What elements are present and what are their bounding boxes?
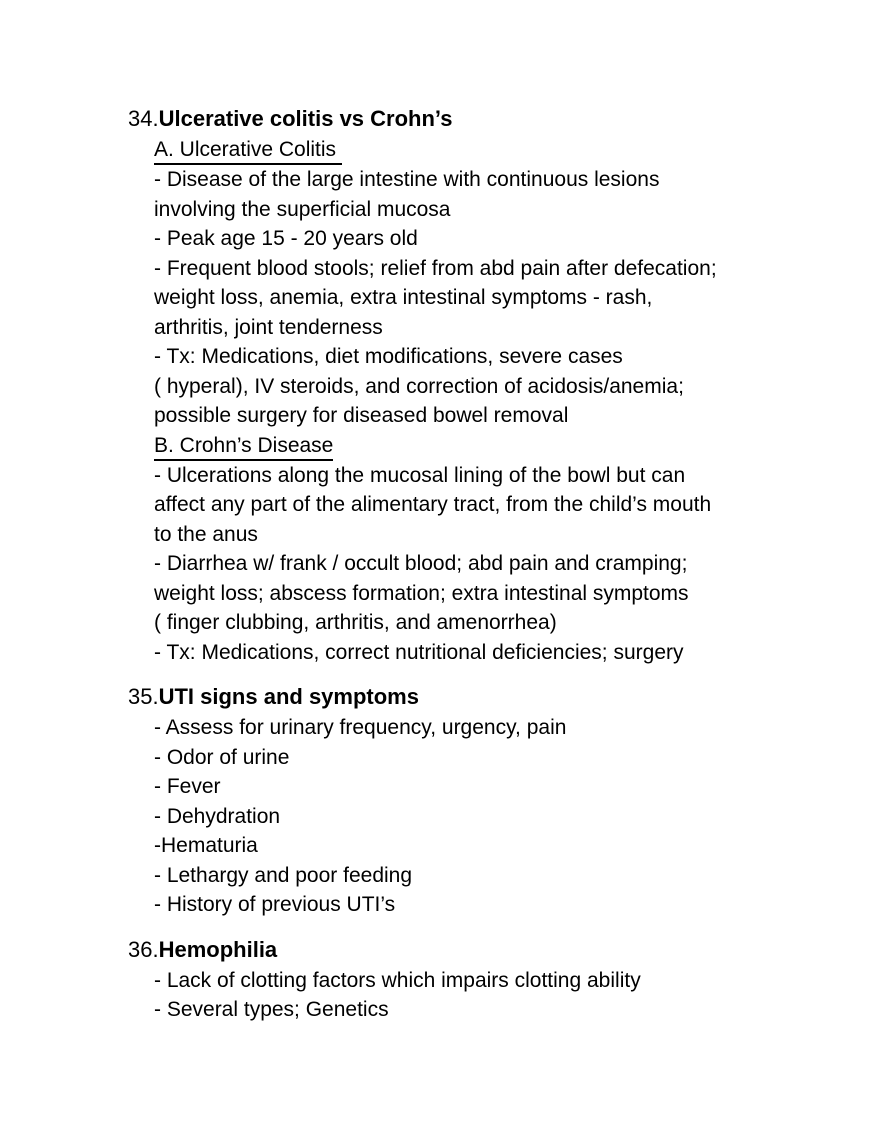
note-line: - Odor of urine	[154, 745, 290, 769]
note-line: - History of previous UTI’s	[154, 893, 396, 916]
item-title: Hemophilia	[158, 936, 278, 962]
subheading-underlined: B. Crohn’s Disease	[154, 431, 810, 461]
note-line: - Tx: Medications, correct nutritional deficiencies; surgery	[154, 640, 684, 664]
note-line: to the anus	[154, 522, 258, 546]
note-line: weight loss; abscess formation; extra intestinal symptoms	[154, 581, 689, 605]
item-heading	[128, 103, 810, 135]
note-line: ( finger clubbing, arthritis, and amenorrhea)	[154, 611, 557, 634]
note-line: - Assess for urinary frequency, urgency, pain	[154, 716, 567, 739]
note-line: - Diarrhea w/ frank / occult blood; abd pain and cramping;	[154, 552, 688, 575]
note-line: -Hematuria	[154, 834, 258, 857]
note-line: ( hyperal), IV steroids, and correction of acidosis/anemia;	[154, 374, 684, 398]
note-line: - Several types; Genetics	[154, 998, 389, 1021]
note-item-36	[128, 934, 810, 1025]
note-line: weight loss, anemia, extra intestinal symptoms - rash,	[154, 286, 653, 309]
note-line: - Ulcerations along the mucosal lining of the bowl but can	[154, 463, 686, 487]
item-heading	[128, 934, 810, 966]
item-number: 34.	[128, 106, 159, 131]
item-body	[128, 713, 810, 920]
item-number: 36.	[128, 936, 159, 962]
item-title: UTI signs and symptoms	[158, 684, 419, 709]
note-line: - Lack of clotting factors which impairs clotting ability	[154, 968, 641, 992]
note-item-34	[128, 103, 810, 667]
item-body	[128, 135, 810, 667]
item-title: Ulcerative colitis vs Crohn’s	[158, 106, 453, 131]
note-line: - Frequent blood stools; relief from abd pain after defecation;	[154, 256, 717, 280]
item-number: 35.	[128, 684, 159, 709]
note-item-35	[128, 681, 810, 920]
note-line: involving the superficial mucosa	[154, 197, 451, 221]
item-body	[128, 966, 810, 1025]
note-line: arthritis, joint tenderness	[154, 315, 383, 339]
note-line: - Peak age 15 - 20 years old	[154, 227, 418, 250]
note-line: - Dehydration	[154, 804, 281, 828]
note-line: affect any part of the alimentary tract, from the child’s mouth	[154, 493, 712, 516]
note-line: possible surgery for diseased bowel removal	[154, 404, 569, 427]
subheading-underlined: A. Ulcerative Colitis	[154, 135, 810, 165]
note-line: - Lethargy and poor feeding	[154, 863, 413, 887]
note-line: - Fever	[154, 775, 221, 798]
note-line: - Disease of the large intestine with continuous lesions	[154, 168, 660, 191]
item-heading	[128, 681, 810, 713]
note-line: - Tx: Medications, diet modifications, severe cases	[154, 345, 623, 368]
